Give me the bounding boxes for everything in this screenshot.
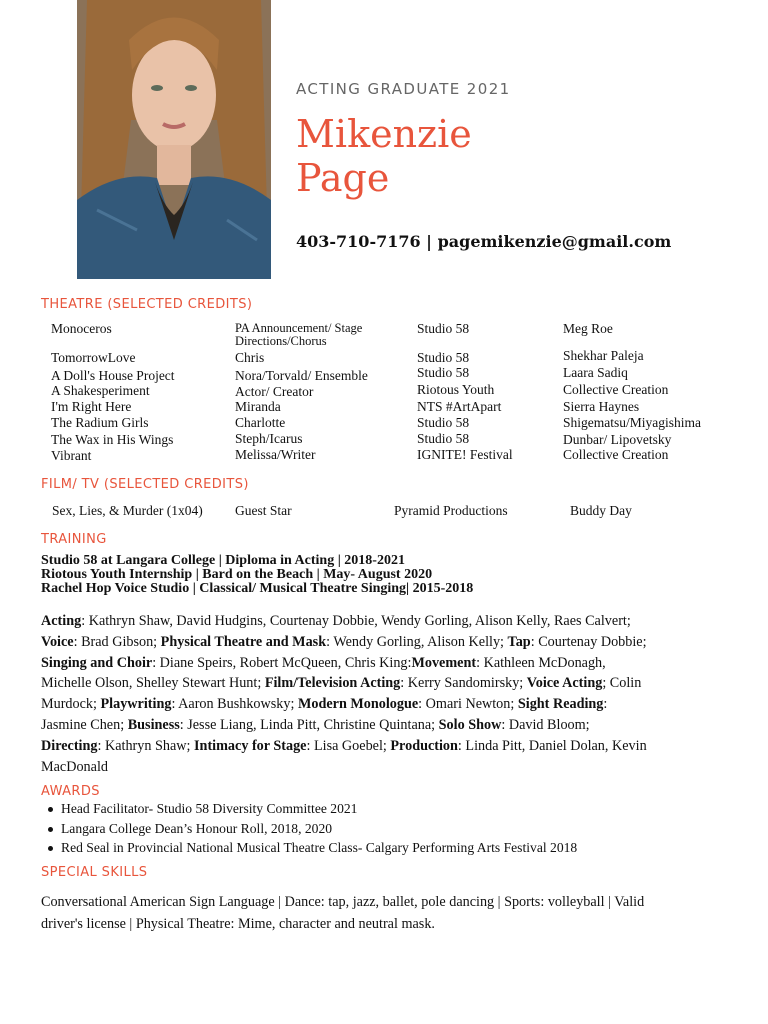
film-tv-heading: FILM/ TV (SELECTED CREDITS) — [41, 477, 249, 492]
film-director: Buddy Day — [570, 503, 632, 518]
headshot-photo — [77, 0, 271, 279]
skill-teachers: : Jesse Liang, Linda Pitt, Christine Quintana; — [179, 716, 439, 733]
theatre-company: Riotous Youth — [417, 382, 495, 397]
skill-teachers: : Diane Speirs, Robert McQueen, Chris King: — [152, 654, 412, 671]
skill-teachers: ; Colin Murdock; — [41, 675, 642, 713]
skill-label: Intimacy for Stage — [194, 737, 307, 754]
theatre-role: Chris — [235, 350, 265, 365]
awards-heading: AWARDS — [41, 784, 100, 799]
skill-label: Physical Theatre and Mask — [160, 633, 327, 650]
theatre-title: A Shakesperiment — [51, 383, 150, 398]
skill-label: Acting — [41, 613, 82, 629]
film-title: Sex, Lies, & Murder (1x04) — [52, 503, 203, 518]
training-line: Rachel Hop Voice Studio | Classical/ Musical Theatre Singing| 2015-2018 — [41, 581, 474, 596]
skill-teachers: : Linda Pitt, Daniel Dolan, Kevin MacDonald — [41, 737, 647, 775]
skill-label: Film/Television Acting — [264, 675, 401, 692]
film-company: Pyramid Productions — [394, 503, 508, 518]
skill-label: Singing and Choir — [41, 654, 153, 671]
skill-teachers: : Kathryn Shaw; — [97, 737, 195, 754]
theatre-director: Dunbar/ Lipovetsky — [563, 432, 672, 447]
award-item: Red Seal in Provincial National Musical Theatre Class- Calgary Performing Arts Festival 2018 — [41, 838, 577, 858]
theatre-title: The Radium Girls — [51, 415, 149, 430]
skill-label: Sight Reading — [517, 696, 604, 713]
skill-teachers: : Brad Gibson; — [73, 633, 161, 650]
film-role: Guest Star — [235, 503, 292, 518]
theatre-company: Studio 58 — [417, 431, 470, 446]
theatre-company: Studio 58 — [417, 365, 470, 380]
training-line: Studio 58 at Langara College | Diploma in Acting | 2018-2021 — [41, 553, 405, 568]
awards-list — [41, 799, 577, 858]
theatre-role: Melissa/Writer — [235, 447, 316, 462]
training-list — [41, 554, 741, 596]
training-heading: TRAINING — [41, 532, 107, 547]
theatre-company: Studio 58 — [417, 321, 470, 336]
skill-teachers: : David Bloom; — [501, 716, 590, 733]
first-name: Mikenzie — [296, 112, 472, 156]
theatre-director: Laara Sadiq — [563, 365, 628, 380]
skill-label: Tap — [507, 633, 531, 650]
skill-teachers: : Kerry Sandomirsky; — [400, 675, 527, 692]
skill-label: Playwriting — [100, 696, 172, 713]
skill-teachers: : Lisa Goebel; — [306, 737, 391, 754]
theatre-director: Collective Creation — [563, 447, 669, 462]
resume-subtitle: ACTING GRADUATE 2021 — [296, 80, 511, 98]
theatre-role: Nora/Torvald/ Ensemble — [235, 368, 368, 383]
skill-teachers: : Wendy Gorling, Alison Kelly; — [326, 633, 508, 650]
skill-label: Production — [390, 737, 458, 754]
theatre-role: Charlotte — [235, 415, 286, 430]
skill-label: Directing — [41, 737, 98, 754]
theatre-title: Monoceros — [51, 321, 112, 336]
theatre-director: Meg Roe — [563, 321, 613, 336]
last-name: Page — [296, 156, 390, 200]
theatre-role: Actor/ Creator — [235, 384, 314, 399]
theatre-title: TomorrowLove — [51, 350, 136, 365]
skill-teachers: : Kathleen McDonagh, Michelle Olson, Shelley Stewart Hunt; — [41, 654, 606, 692]
theatre-director: Shigematsu/Miyagishima — [563, 415, 701, 430]
skill-label: Business — [127, 716, 180, 733]
theatre-director: Shekhar Paleja — [563, 348, 644, 363]
actor-name — [296, 112, 472, 200]
skill-label: Modern Monologue — [297, 696, 419, 713]
theatre-title: The Wax in His Wings — [51, 432, 174, 447]
training-line: Riotous Youth Internship | Bard on the Beach | May- August 2020 — [41, 567, 433, 582]
theatre-director: Sierra Haynes — [563, 399, 640, 414]
teachers-paragraph — [41, 611, 651, 777]
theatre-company: NTS #ArtApart — [417, 399, 502, 414]
skill-label: Solo Show — [438, 716, 502, 733]
special-skills-heading: SPECIAL SKILLS — [41, 865, 148, 880]
theatre-title: Vibrant — [51, 448, 92, 463]
theatre-title: A Doll's House Project — [51, 368, 175, 383]
award-item: Langara College Dean’s Honour Roll, 2018, 2020 — [41, 819, 577, 839]
skill-label: Voice — [41, 633, 74, 650]
theatre-title: I'm Right Here — [51, 399, 132, 414]
theatre-heading: THEATRE (SELECTED CREDITS) — [41, 297, 253, 312]
skill-teachers: : Jasmine Chen; — [41, 696, 608, 733]
skill-label: Voice Acting — [526, 675, 603, 692]
contact-info: 403-710-7176 | pagemikenzie@gmail.com — [296, 232, 672, 251]
special-skills-text: Conversational American Sign Language | Dance: tap, jazz, ballet, pole dancing | Sports: volleyball | Valid driver's license | Physical Theatre: Mime, character and neutral mask. — [41, 894, 645, 932]
theatre-company: IGNITE! Festival — [417, 447, 513, 462]
skill-teachers: : Omari Newton; — [418, 696, 518, 713]
theatre-company: Studio 58 — [417, 350, 470, 365]
theatre-role: PA Announcement/ Stage Directions/Chorus — [235, 321, 363, 348]
skill-teachers: : Courtenay Dobbie; — [530, 633, 647, 650]
theatre-director: Collective Creation — [563, 382, 669, 397]
award-item: Head Facilitator- Studio 58 Diversity Committee 2021 — [41, 799, 577, 819]
headshot-illustration — [77, 0, 271, 279]
skill-label: Movement — [411, 654, 477, 671]
skill-teachers: : Kathryn Shaw, David Hudgins, Courtenay Dobbie, Wendy Gorling, Alison Kelly, Raes Calvert; — [81, 613, 631, 629]
theatre-role: Steph/Icarus — [235, 431, 303, 446]
theatre-company: Studio 58 — [417, 415, 470, 430]
theatre-role: Miranda — [235, 399, 281, 414]
skill-teachers: : Aaron Bushkowsky; — [171, 696, 298, 713]
